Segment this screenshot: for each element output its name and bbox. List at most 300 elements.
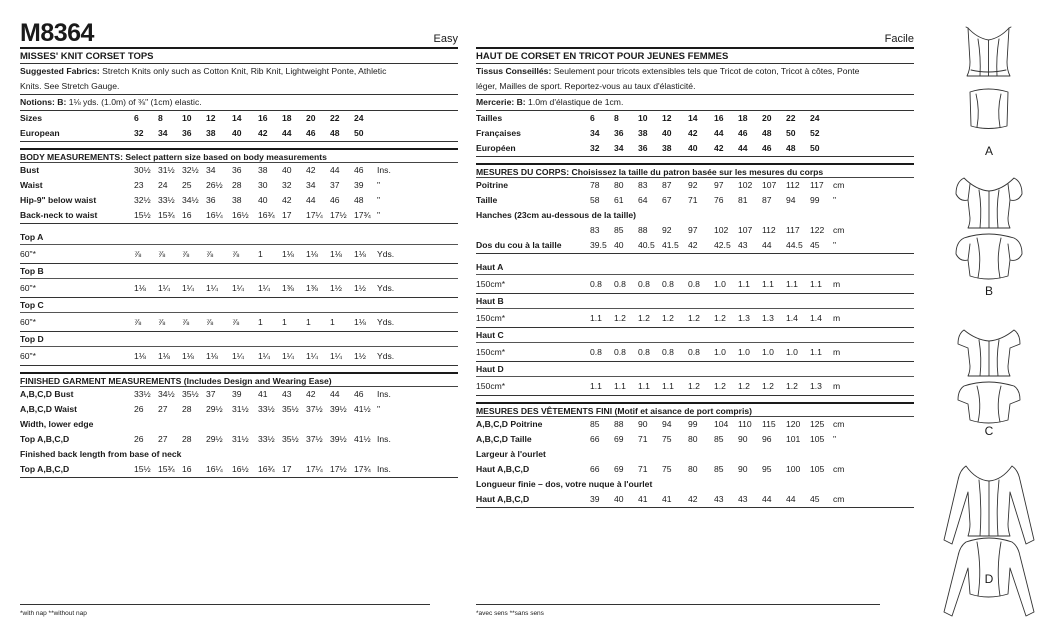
table-cell: 34 bbox=[614, 143, 624, 153]
yardage-cell: 1⅜ bbox=[282, 283, 294, 293]
fabric-width: 150cm* bbox=[476, 347, 506, 357]
yardage-cell: ⅞ bbox=[182, 317, 190, 327]
table-cell: 87 bbox=[762, 195, 772, 205]
yardage-cell: 1 bbox=[306, 317, 311, 327]
table-cell: 17¼ bbox=[306, 210, 323, 220]
table-cell: 10 bbox=[638, 113, 648, 123]
yardage-cell: 1.2 bbox=[688, 313, 700, 323]
table-cell: 38 bbox=[258, 165, 268, 175]
table-cell: 39½ bbox=[330, 404, 347, 414]
yardage-cell: 1.1 bbox=[662, 381, 674, 391]
row-label: A,B,C,D Waist bbox=[20, 404, 77, 414]
table-cell: 96 bbox=[762, 434, 772, 444]
unit-label: Ins. bbox=[377, 165, 391, 175]
table-cell: 42 bbox=[688, 494, 698, 504]
yardage-cell: 0.8 bbox=[590, 279, 602, 289]
unit-label: cm bbox=[833, 419, 845, 429]
row-label: Largeur à l'ourlet bbox=[476, 449, 546, 459]
table-cell: 44.5 bbox=[786, 240, 803, 250]
row-label: Tailles bbox=[476, 113, 503, 123]
yardage-cell: 1.1 bbox=[590, 313, 602, 323]
table-cell: 24 bbox=[158, 180, 168, 190]
table-cell: 40 bbox=[258, 195, 268, 205]
table-cell: 24 bbox=[810, 113, 820, 123]
measurement-row bbox=[20, 178, 458, 193]
yardage-cell: 0.8 bbox=[638, 347, 650, 357]
table-cell: 8 bbox=[158, 113, 163, 123]
table-cell: 17½ bbox=[330, 210, 347, 220]
yardage-cell: 1¼ bbox=[232, 351, 244, 361]
table-cell: 31½ bbox=[158, 165, 175, 175]
measurement-row bbox=[476, 208, 914, 223]
table-cell: 39.5 bbox=[590, 240, 607, 250]
table-cell: 34 bbox=[306, 180, 316, 190]
table-cell: 16¾ bbox=[258, 464, 275, 474]
row-label: Back-neck to waist bbox=[20, 210, 98, 220]
table-cell: 45 bbox=[810, 240, 820, 250]
table-cell: 24 bbox=[354, 113, 364, 123]
unit-label: " bbox=[377, 210, 381, 220]
table-cell: 112 bbox=[786, 180, 800, 190]
table-cell: 22 bbox=[330, 113, 340, 123]
table-cell: 26½ bbox=[206, 180, 223, 190]
table-cell: 40.5 bbox=[638, 240, 655, 250]
measurement-row bbox=[20, 462, 458, 477]
measurement-row bbox=[20, 447, 458, 462]
notions-label: Notions: B: bbox=[20, 97, 67, 107]
table-cell: 29½ bbox=[206, 404, 223, 414]
yardage-cell: ⅞ bbox=[182, 249, 190, 259]
unit-label: Yds. bbox=[377, 283, 395, 293]
table-cell: 107 bbox=[738, 225, 753, 235]
table-cell: 46 bbox=[330, 195, 340, 205]
table-cell: 44 bbox=[762, 494, 772, 504]
table-cell: 6 bbox=[134, 113, 139, 123]
table-cell: 94 bbox=[662, 419, 672, 429]
yardage-cell: 1.1 bbox=[786, 279, 798, 289]
table-cell: 42 bbox=[688, 128, 698, 138]
table-cell: 97 bbox=[688, 225, 698, 235]
table-cell: 44 bbox=[282, 128, 292, 138]
table-cell: 102 bbox=[714, 225, 729, 235]
yardage-cell: 1½ bbox=[354, 283, 366, 293]
row-label: Top A,B,C,D bbox=[20, 434, 70, 444]
yardage-cell: 1.1 bbox=[810, 279, 822, 289]
yardage-cell: 1¼ bbox=[306, 351, 318, 361]
table-cell: 42 bbox=[306, 389, 316, 399]
table-cell: 61 bbox=[614, 195, 624, 205]
table-cell: 16 bbox=[182, 210, 192, 220]
table-cell: 28 bbox=[182, 434, 192, 444]
unit-label: Ins. bbox=[377, 434, 391, 444]
yardage-cell: 1⅛ bbox=[206, 351, 218, 361]
yardage-cell: 1⅛ bbox=[306, 249, 318, 259]
table-cell: 36 bbox=[614, 128, 624, 138]
table-cell: 36 bbox=[232, 165, 242, 175]
garment-sketches bbox=[930, 14, 1046, 634]
table-cell: 76 bbox=[714, 195, 724, 205]
table-cell: 41.5 bbox=[662, 240, 679, 250]
table-cell: 33½ bbox=[258, 434, 275, 444]
yardage-row bbox=[476, 309, 914, 327]
table-cell: 37 bbox=[330, 180, 340, 190]
view-c-front-sketch bbox=[958, 330, 1020, 376]
table-cell: 8 bbox=[614, 113, 619, 123]
yardage-cell: ⅞ bbox=[206, 249, 214, 259]
yardage-cell: 1⅛ bbox=[134, 283, 146, 293]
yardage-cell: 0.8 bbox=[688, 279, 700, 289]
table-cell: 102 bbox=[738, 180, 753, 190]
table-cell: 25 bbox=[182, 180, 192, 190]
section-title-fr: HAUT DE CORSET EN TRICOT POUR JEUNES FEMMES bbox=[476, 47, 914, 64]
table-cell: 33½ bbox=[134, 389, 151, 399]
table-cell: 18 bbox=[738, 113, 748, 123]
table-cell: 30½ bbox=[134, 165, 151, 175]
table-cell: 71 bbox=[638, 464, 648, 474]
yardage-block bbox=[20, 332, 458, 366]
yardage-cell: 0.8 bbox=[614, 347, 626, 357]
yardage-view-title: Top D bbox=[20, 332, 458, 347]
table-cell: 90 bbox=[738, 434, 748, 444]
row-label: Top A,B,C,D bbox=[20, 464, 70, 474]
row-label: Françaises bbox=[476, 128, 521, 138]
table-cell: 43 bbox=[738, 494, 748, 504]
table-cell: 26 bbox=[134, 404, 144, 414]
table-cell: 32 bbox=[590, 143, 600, 153]
table-cell: 17¾ bbox=[354, 464, 371, 474]
difficulty-level-fr: Facile bbox=[884, 33, 914, 45]
yardage-view-title: Top A bbox=[20, 230, 458, 245]
table-cell: 42.5 bbox=[714, 240, 731, 250]
yardage-row bbox=[20, 279, 458, 297]
row-label: Longueur finie – dos, votre nuque à l'ourlet bbox=[476, 479, 653, 489]
table-cell: 39½ bbox=[330, 434, 347, 444]
table-cell: 117 bbox=[810, 180, 824, 190]
yardage-cell: ⅞ bbox=[158, 317, 166, 327]
unit-label: cm bbox=[833, 180, 845, 190]
footnote-rule bbox=[20, 604, 430, 605]
notions-text-fr: 1.0m d'élastique de 1cm. bbox=[525, 97, 624, 107]
table-cell: 36 bbox=[638, 143, 648, 153]
table-cell: 28 bbox=[232, 180, 242, 190]
notions-fr bbox=[476, 95, 914, 111]
table-cell: 27 bbox=[158, 434, 168, 444]
table-cell: 46 bbox=[762, 143, 772, 153]
table-cell: 39 bbox=[232, 389, 242, 399]
table-cell: 16 bbox=[714, 113, 724, 123]
body-measurements-title: BODY MEASUREMENTS: Select pattern size based on body measurements bbox=[20, 148, 458, 163]
yardage-cell: ⅞ bbox=[158, 249, 166, 259]
row-label: Finished back length from base of neck bbox=[20, 449, 182, 459]
table-cell: 88 bbox=[614, 419, 624, 429]
table-cell: 14 bbox=[688, 113, 698, 123]
row-label: Hip-9" below waist bbox=[20, 195, 97, 205]
yardage-row bbox=[476, 377, 914, 395]
measurement-row bbox=[476, 223, 914, 238]
table-cell: 17 bbox=[282, 464, 292, 474]
table-cell: 44 bbox=[306, 195, 316, 205]
table-cell: 23 bbox=[134, 180, 144, 190]
table-cell: 34½ bbox=[182, 195, 199, 205]
table-cell: 34 bbox=[206, 165, 216, 175]
table-cell: 81 bbox=[738, 195, 748, 205]
table-cell: 40 bbox=[662, 128, 672, 138]
table-cell: 33½ bbox=[258, 404, 275, 414]
size-table bbox=[20, 111, 458, 142]
unit-label: " bbox=[377, 404, 381, 414]
yardage-cell: 1½ bbox=[330, 283, 342, 293]
table-cell: 83 bbox=[638, 180, 648, 190]
table-cell: 125 bbox=[810, 419, 825, 429]
measurement-row bbox=[476, 417, 914, 432]
yardage-cell: 0.8 bbox=[590, 347, 602, 357]
size-row bbox=[476, 126, 914, 141]
measurement-row bbox=[476, 492, 914, 507]
yardage-cell: 1.2 bbox=[638, 313, 650, 323]
view-b-back-sketch bbox=[956, 234, 1022, 279]
table-cell: 38 bbox=[638, 128, 648, 138]
table-cell: 44 bbox=[714, 128, 724, 138]
table-cell: 71 bbox=[688, 195, 698, 205]
table-cell: 42 bbox=[258, 128, 268, 138]
size-row bbox=[476, 141, 914, 156]
yardage-row bbox=[20, 245, 458, 263]
fabric-width: 60"* bbox=[20, 317, 36, 327]
table-cell: 69 bbox=[614, 464, 624, 474]
table-cell: 40 bbox=[614, 494, 624, 504]
view-c-back-sketch bbox=[958, 382, 1020, 423]
measurement-row bbox=[476, 477, 914, 492]
table-cell: 6 bbox=[590, 113, 595, 123]
yardage-block bbox=[476, 362, 914, 396]
yardage-cell: 1.2 bbox=[786, 381, 798, 391]
table-cell: 92 bbox=[662, 225, 672, 235]
yardage-cell: 1⅛ bbox=[330, 249, 342, 259]
row-label: Bust bbox=[20, 165, 40, 175]
yardage-cell: 1¼ bbox=[258, 351, 270, 361]
table-cell: 12 bbox=[662, 113, 672, 123]
table-cell: 20 bbox=[762, 113, 772, 123]
yardage-cell: 1.2 bbox=[688, 381, 700, 391]
table-cell: 20 bbox=[306, 113, 316, 123]
table-cell: 37½ bbox=[306, 404, 323, 414]
notions-text: 1⅛ yds. (1.0m) of ⅜" (1cm) elastic. bbox=[66, 97, 202, 107]
table-cell: 85 bbox=[590, 419, 600, 429]
table-cell: 41½ bbox=[354, 434, 371, 444]
body-measurements-table-fr bbox=[476, 178, 914, 254]
yardage-cell: 1⅜ bbox=[306, 283, 318, 293]
header-fr bbox=[476, 22, 914, 47]
table-cell: 41 bbox=[662, 494, 672, 504]
yardage-view-title: Haut A bbox=[476, 260, 914, 275]
yardage-cell: 1.2 bbox=[714, 313, 726, 323]
measurement-row bbox=[20, 432, 458, 447]
table-cell: 41 bbox=[258, 389, 268, 399]
measurement-row bbox=[476, 462, 914, 477]
unit-label: cm bbox=[833, 464, 845, 474]
finished-measurements-title: FINISHED GARMENT MEASUREMENTS (Includes Design and Wearing Ease) bbox=[20, 372, 458, 387]
footnote-en: *with nap **without nap bbox=[20, 610, 87, 617]
yardage-view-title: Top C bbox=[20, 298, 458, 313]
table-cell: 100 bbox=[786, 464, 801, 474]
table-cell: 17 bbox=[282, 210, 292, 220]
yardage-cell: 0.8 bbox=[638, 279, 650, 289]
yardage-cell: 1.0 bbox=[786, 347, 798, 357]
table-cell: 50 bbox=[354, 128, 364, 138]
yardage-block bbox=[476, 294, 914, 328]
table-cell: 31½ bbox=[232, 434, 249, 444]
yardage-row bbox=[20, 347, 458, 365]
unit-label: Yds. bbox=[377, 249, 395, 259]
measurement-row bbox=[20, 163, 458, 178]
yardage-view-title: Top B bbox=[20, 264, 458, 279]
row-label: Sizes bbox=[20, 113, 42, 123]
table-cell: 101 bbox=[786, 434, 801, 444]
table-cell: 122 bbox=[810, 225, 825, 235]
table-cell: 50 bbox=[786, 128, 796, 138]
table-cell: 42 bbox=[714, 143, 724, 153]
table-cell: 16¾ bbox=[258, 210, 275, 220]
fabric-width: 150cm* bbox=[476, 279, 506, 289]
finished-measurements-table bbox=[20, 387, 458, 478]
view-a-front-sketch bbox=[966, 27, 1011, 76]
table-cell: 66 bbox=[590, 464, 600, 474]
table-cell: 80 bbox=[614, 180, 624, 190]
yardage-cell: 1¼ bbox=[258, 283, 270, 293]
yardage-cell: 0.8 bbox=[688, 347, 700, 357]
body-measurements-title-fr: MESURES DU CORPS: Choisissez la taille du patron basée sur les mesures du corps bbox=[476, 163, 914, 178]
yardage-cell: 1¼ bbox=[206, 283, 218, 293]
table-cell: 40 bbox=[232, 128, 242, 138]
row-label: A,B,C,D Bust bbox=[20, 389, 74, 399]
table-cell: 16 bbox=[258, 113, 268, 123]
table-cell: 110 bbox=[738, 419, 752, 429]
table-cell: 16 bbox=[182, 464, 192, 474]
yardage-cell: 0.8 bbox=[614, 279, 626, 289]
table-cell: 38 bbox=[662, 143, 672, 153]
measurement-row bbox=[476, 238, 914, 253]
header-en bbox=[20, 19, 458, 47]
finished-measurements-title-fr: MESURES DES VÊTEMENTS FINI (Motif et aisance de port compris) bbox=[476, 402, 914, 417]
table-cell: 120 bbox=[786, 419, 801, 429]
view-label-c: C bbox=[984, 424, 994, 438]
yardage-cell: 0.8 bbox=[662, 347, 674, 357]
yardage-row bbox=[476, 343, 914, 361]
table-cell: 38 bbox=[206, 128, 216, 138]
table-cell: 48 bbox=[354, 195, 364, 205]
unit-label: Ins. bbox=[377, 464, 391, 474]
table-cell: 105 bbox=[810, 434, 825, 444]
unit-label: Yds. bbox=[377, 317, 395, 327]
body-measurements-table bbox=[20, 163, 458, 224]
table-cell: 43 bbox=[714, 494, 724, 504]
size-row bbox=[476, 111, 914, 126]
yardage-block bbox=[476, 328, 914, 362]
table-cell: 46 bbox=[354, 389, 364, 399]
table-cell: 16½ bbox=[232, 210, 249, 220]
yardage-cell: 1¼ bbox=[282, 351, 294, 361]
yardage-cell: 1½ bbox=[354, 351, 366, 361]
pattern-number: M8364 bbox=[20, 19, 94, 47]
table-cell: 37 bbox=[206, 389, 216, 399]
fabrics-text-2-fr: léger, Mailles de sport. Reportez-vous au taux d'élasticité. bbox=[476, 81, 696, 91]
table-cell: 32 bbox=[282, 180, 292, 190]
yardage-cell: 1¼ bbox=[330, 351, 342, 361]
fabrics-text-fr: Seulement pour tricots extensibles tels que Tricot de coton, Tricot à côtes, Ponte bbox=[551, 66, 860, 76]
yardage-cell: 1⅛ bbox=[282, 249, 294, 259]
table-cell: 104 bbox=[714, 419, 729, 429]
unit-label: " bbox=[833, 195, 837, 205]
measurement-row bbox=[20, 417, 458, 432]
table-cell: 16½ bbox=[232, 464, 249, 474]
unit-label: Yds. bbox=[377, 351, 395, 361]
row-label: A,B,C,D Taille bbox=[476, 434, 532, 444]
yardage-cell: 1.4 bbox=[810, 313, 822, 323]
table-cell: 44 bbox=[330, 389, 340, 399]
table-cell: 43 bbox=[738, 240, 748, 250]
fabrics-text-2: Knits. See Stretch Gauge. bbox=[20, 81, 120, 91]
unit-label: Ins. bbox=[377, 389, 391, 399]
table-cell: 35½ bbox=[282, 434, 299, 444]
fabric-width: 60"* bbox=[20, 351, 36, 361]
table-cell: 16¼ bbox=[206, 464, 223, 474]
yardage-cell: 1 bbox=[258, 317, 263, 327]
table-cell: 52 bbox=[810, 128, 820, 138]
footnote-rule-fr bbox=[476, 604, 880, 605]
yardage-block bbox=[20, 230, 458, 264]
yardage-view-title: Haut C bbox=[476, 328, 914, 343]
yardage-cell: 1.0 bbox=[738, 347, 750, 357]
yardage-cell: 1 bbox=[258, 249, 263, 259]
measurement-row bbox=[476, 193, 914, 208]
yardage-view-title: Haut D bbox=[476, 362, 914, 377]
yardage-cell: 1.0 bbox=[714, 279, 726, 289]
table-cell: 22 bbox=[786, 113, 796, 123]
table-cell: 31½ bbox=[232, 404, 249, 414]
yardage-block bbox=[20, 298, 458, 332]
row-label: Dos du cou à la taille bbox=[476, 240, 562, 250]
row-label: Européen bbox=[476, 143, 516, 153]
table-cell: 41½ bbox=[354, 404, 371, 414]
measurement-row bbox=[476, 432, 914, 447]
table-cell: 75 bbox=[662, 464, 672, 474]
measurement-row bbox=[20, 402, 458, 417]
technical-sketches bbox=[930, 14, 1046, 634]
fabric-width: 150cm* bbox=[476, 313, 506, 323]
table-cell: 36 bbox=[182, 128, 192, 138]
yardage-cell: 1.1 bbox=[638, 381, 650, 391]
yardage-cell: 1.0 bbox=[762, 347, 774, 357]
size-row bbox=[20, 126, 458, 141]
row-label: Haut A,B,C,D bbox=[476, 464, 530, 474]
unit-label: cm bbox=[833, 494, 845, 504]
table-cell: 29½ bbox=[206, 434, 223, 444]
table-cell: 10 bbox=[182, 113, 192, 123]
yardage-cell: 1⅛ bbox=[134, 351, 146, 361]
table-cell: 87 bbox=[662, 180, 672, 190]
table-cell: 38 bbox=[232, 195, 242, 205]
table-cell: 33½ bbox=[158, 195, 175, 205]
yardage-table bbox=[20, 230, 458, 366]
table-cell: 15¾ bbox=[158, 210, 175, 220]
table-cell: 50 bbox=[810, 143, 820, 153]
yardage-cell: 1.1 bbox=[614, 381, 626, 391]
yardage-row bbox=[476, 275, 914, 293]
finished-measurements-table-fr bbox=[476, 417, 914, 508]
table-cell: 15½ bbox=[134, 210, 151, 220]
table-cell: 46 bbox=[738, 128, 748, 138]
table-cell: 71 bbox=[638, 434, 648, 444]
